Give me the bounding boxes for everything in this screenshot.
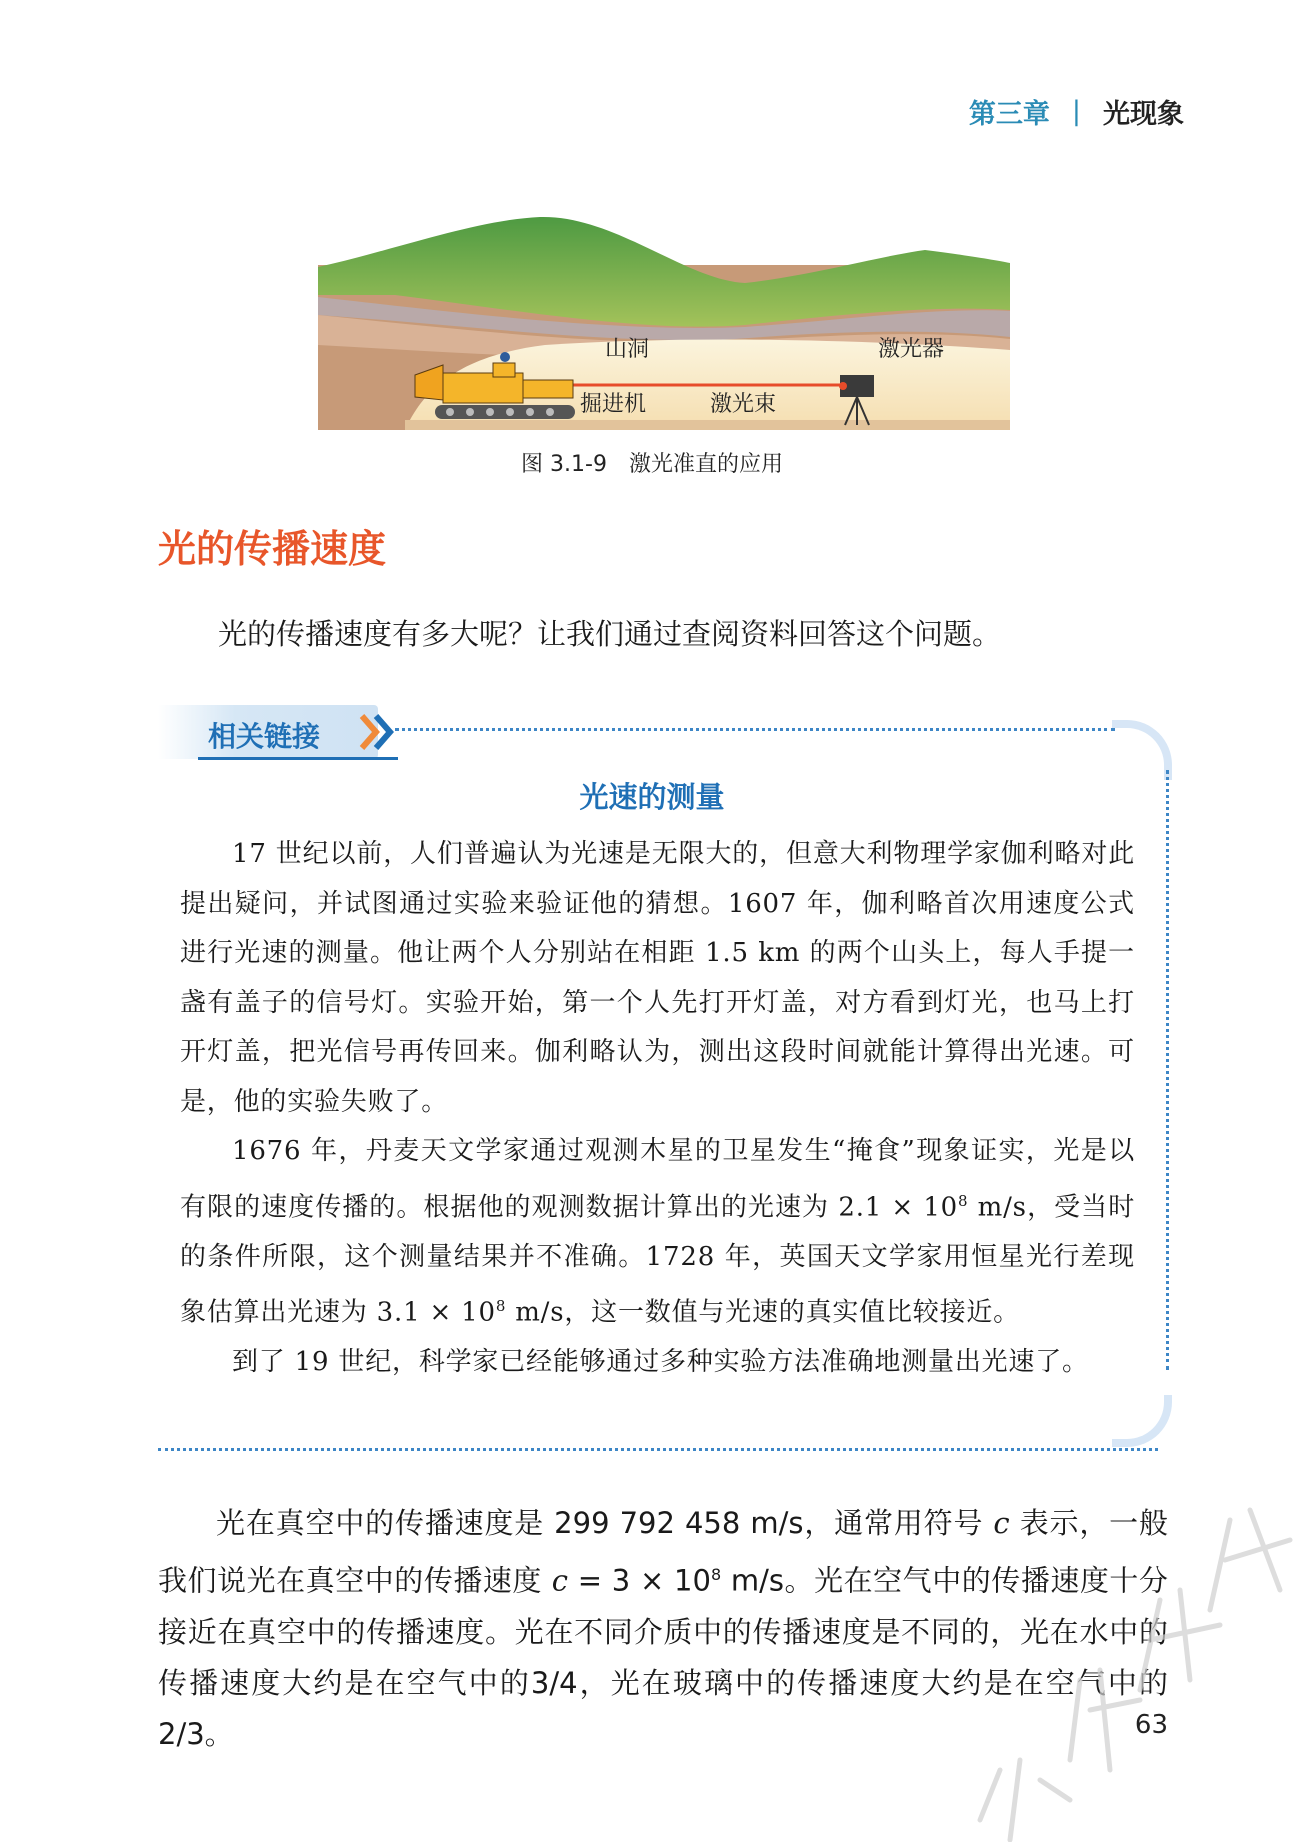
label-laser-device: 激光器	[878, 337, 945, 362]
related-link-label: 相关链接	[208, 720, 321, 753]
figure-caption	[0, 447, 1304, 478]
main-paragraph	[158, 1498, 1168, 1760]
text-run: m/s，受当时的条件所限，这个测量结果并不准确。1728 年，英国天文学家用恒星光行差现象估算出光速为 3.1 × 10	[180, 1192, 1136, 1328]
text-run: m/s。光在空气中的传播速度十分接近在真空中的传播速度。光在不同介质中的传播速度是不同的，光在水中的传播速度大约是在空气中的3/4，光在玻璃中的传播速度大约是在空气中的2/3。	[158, 1563, 1168, 1751]
box-top-border	[395, 728, 1115, 731]
label-laser-beam: 激光束	[710, 392, 777, 417]
link-paragraph-1: 17 世纪以前，人们普遍认为光速是无限大的，但意大利物理学家伽利略对此提出疑问，并试图通过实验来验证他的猜想。1607 年，伽利略首次用速度公式进行光速的测量。他让两个人分别站在相距 1.5 km 的两个山头上，每人手提一盏有盖子的信号灯。实验开始，第一个人先打开灯盖，对方看到灯光，也马上打开灯盖，把光信号再传回来。伽利略认为，测出这段时间就能计算得出光速。可是，他的实验失败了。	[180, 839, 1135, 1117]
double-chevron-right-icon	[358, 708, 398, 756]
link-paragraph-3: 到了 19 世纪，科学家已经能够通过多种实验方法准确地测量出光速了。	[232, 1347, 1089, 1378]
cave-floor	[405, 420, 1010, 430]
figure-number: 图 3.1-9	[521, 452, 607, 477]
box-corner-bottom-right	[1112, 1395, 1172, 1447]
main-body-text	[158, 1498, 1168, 1760]
label-cave: 山洞	[605, 337, 650, 362]
chapter-header	[969, 92, 1184, 131]
text-run: = 3 × 10	[567, 1563, 711, 1598]
laser-alignment-figure	[315, 215, 1015, 430]
header-divider: |	[1071, 96, 1081, 127]
link-box-title: 光速的测量	[579, 780, 725, 814]
text-run: m/s，这一数值与光速的真实值比较接近。	[506, 1297, 1020, 1328]
intro-paragraph: 光的传播速度有多大呢？让我们通过查阅资料回答这个问题。	[218, 617, 1002, 651]
box-bottom-border	[158, 1448, 1158, 1451]
symbol-c: c	[993, 1506, 1010, 1540]
text-run: 表示，一般我们说光在真空中的传播速度	[158, 1506, 1169, 1598]
section-title: 光的传播速度	[158, 527, 387, 571]
related-link-tab	[158, 705, 388, 759]
text-run: 光在真空中的传播速度是 299 792 458 m/s，通常用符号	[216, 1506, 994, 1540]
box-right-border	[1166, 770, 1169, 1370]
tab-underline	[198, 757, 398, 760]
exponent: 8	[495, 1297, 507, 1316]
exponent: 8	[958, 1191, 969, 1210]
chapter-title: 光现象	[1103, 99, 1184, 130]
page-number: 63	[1134, 1710, 1168, 1740]
symbol-c: c	[551, 1563, 568, 1598]
label-boring-machine: 掘进机	[580, 392, 647, 417]
box-corner-top-right	[1112, 720, 1172, 780]
tunnel-illustration	[315, 215, 1015, 430]
link-box-body	[180, 830, 1135, 1388]
link-paragraph-2	[180, 1127, 1135, 1338]
figure-caption-text: 激光准直的应用	[628, 452, 783, 477]
exponent: 8	[710, 1565, 722, 1584]
chapter-number: 第三章	[968, 99, 1050, 130]
text-run: 1676 年，丹麦天文学家通过观测木星的卫星发生“掩食”现象证实，光是以有限的速度传播的。根据他的观测数据计算出的光速为 2.1 × 10	[180, 1136, 1135, 1223]
